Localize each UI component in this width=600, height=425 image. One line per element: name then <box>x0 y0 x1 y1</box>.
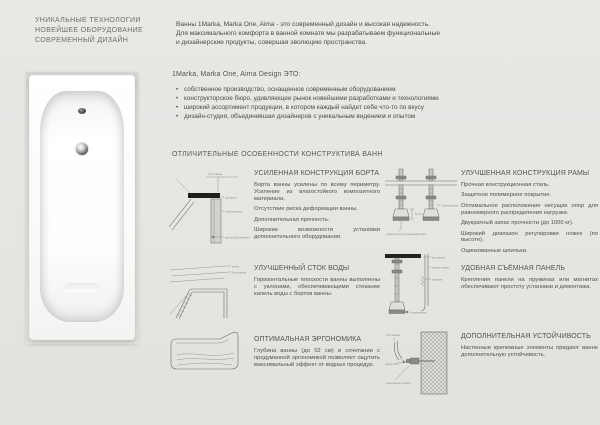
feature-text <box>461 170 598 258</box>
diagram-label: кронштейн <box>385 363 399 366</box>
diagram-label: пружина <box>432 278 443 282</box>
bathtub-photo <box>26 72 138 344</box>
feature-paragraph: Прочная конструкционная сталь. <box>461 182 550 188</box>
feature-text <box>461 265 598 294</box>
bullet-text: собственное производство, оснащенное современным оборудованием <box>184 86 396 93</box>
feature-text <box>254 336 380 372</box>
feature-paragraph: Защитное полимерное покрытие. <box>461 192 552 199</box>
feature-paragraph: Дополнительная прочность. <box>254 216 330 223</box>
water-drain-diagram <box>168 262 252 322</box>
feature-paragraph: Горизонтальные плоскости ванны выполнены с уклонами, обеспечивающими стекание капель воды с бортов ванны. <box>254 277 380 297</box>
diagram-label: диапазон регулирования ножки <box>387 233 427 236</box>
feature-text <box>254 265 380 301</box>
feature-text <box>461 333 598 362</box>
removable-panel-diagram <box>385 248 459 328</box>
ergonomics-diagram <box>168 330 244 374</box>
diagram-label: панель ванны <box>225 210 243 214</box>
feature-paragraph: Оцинкованные шпильки. <box>461 247 528 254</box>
bullet-icon: • <box>176 113 179 120</box>
bathtub-basin <box>40 91 124 322</box>
intro-line: Для максимального комфорта в ванной комнате мы разрабатываем функциональные <box>176 30 440 38</box>
feature-title: УЛУЧШЕННАЯ КОНСТРУКЦИЯ РАМЫ <box>461 170 590 177</box>
wall-mount-diagram <box>385 330 453 398</box>
diagram-label: панель ванны <box>432 266 450 270</box>
tagline-line: НОВЕЙШЕЕ ОБОРУДОВАНИЕ <box>35 27 144 34</box>
feature-water-drain <box>168 262 380 328</box>
bullet-icon: • <box>176 104 179 111</box>
bullet-text: дизайн-студия, объединившая дизайнеров с уникальным видением и опытом <box>184 113 416 120</box>
feature-ergonomics <box>168 330 380 400</box>
diagram-label: 50 мм <box>415 213 423 216</box>
feature-text <box>254 170 380 244</box>
feature-paragraph: Отсутствие риска деформации ванны. <box>254 206 358 213</box>
bathtub-rim <box>29 75 135 340</box>
list-item <box>176 103 439 112</box>
feature-removable-panel <box>385 248 598 330</box>
intro-line: Ванны 1Marka, Marka One, Aima - это современный дизайн и высокая надежность. <box>176 21 430 28</box>
bullet-icon: • <box>176 86 179 93</box>
diagram-label: ножка ванны <box>411 311 428 315</box>
feature-paragraph: Оптимальное расположение несущих опор для равномерного распределения нагрузки. <box>461 202 598 216</box>
diagram-label: борт ванны <box>386 334 401 337</box>
bathtub-seat-contour <box>64 283 100 292</box>
frame-construction-diagram <box>385 167 459 253</box>
feature-frame <box>385 167 598 259</box>
feature-paragraph: Широкие возможности установки дополнительного оборудования. <box>254 227 380 240</box>
diagram-label: крепежный элемент <box>386 382 411 385</box>
tagline-line: УНИКАЛЬНЫЕ ТЕХНОЛОГИИ <box>35 17 141 24</box>
feature-paragraph: Широкий диапазон регулировки ножек (по высоте). <box>461 230 598 244</box>
feature-paragraph: Двукратный запас прочности (до 1000 кг). <box>461 220 574 227</box>
diagram-label: ножка ванны <box>442 204 459 208</box>
diagram-label: усиление <box>225 196 237 200</box>
intro-paragraph <box>176 20 440 48</box>
bullet-text: конструкторское бюро, удивляющее рынок новейшими разработками и технологиями <box>184 95 439 102</box>
diagram-label: борт ванны <box>232 271 247 275</box>
frame-leg <box>423 169 439 221</box>
diagram-label: крепежный элемент <box>225 236 250 240</box>
feature-reinforced-rim <box>168 167 380 259</box>
feature-title: УСИЛЕННАЯ КОНСТРУКЦИЯ БОРТА <box>254 170 380 177</box>
intro-line: и дизайнерские продукты, совершая эволюцию пространства. <box>176 39 367 47</box>
feature-title: УДОБНАЯ СЪЁМНАЯ ПАНЕЛЬ <box>461 265 566 272</box>
feature-wall-stability <box>385 330 598 402</box>
feature-title: УЛУЧШЕННЫЙ СТОК ВОДЫ <box>254 265 350 272</box>
bullet-text: широкий ассортимент продукции, в котором каждый найдет себе что-то по вкусу <box>184 104 424 111</box>
list-item <box>176 85 439 94</box>
overflow-hole <box>78 108 86 114</box>
company-tagline <box>35 16 143 46</box>
brand-heading: 1Marka, Marka One, Aima Design ЭТО: <box>172 71 301 78</box>
drain-hole <box>76 143 88 155</box>
feature-title: ДОПОЛНИТЕЛЬНАЯ УСТОЙЧИВОСТЬ <box>461 333 591 340</box>
bullet-icon: • <box>176 95 179 102</box>
feature-paragraph: Настенные крепежные элементы придают ванне дополнительную устойчивость. <box>461 345 598 358</box>
feature-paragraph: Крепления панели на пружинах или магнитах обеспечивают простоту установки и демонтажа. <box>461 277 598 290</box>
diagram-label: уклон <box>232 265 240 269</box>
frame-leg <box>393 169 409 221</box>
tagline-line: СОВРЕМЕННЫЙ ДИЗАЙН <box>35 37 129 44</box>
rim-construction-diagram <box>168 167 252 257</box>
diagram-label: дно ванны <box>432 256 446 260</box>
diagram-label: борт ванны <box>208 173 223 176</box>
feature-title: ОПТИМАЛЬНАЯ ЭРГОНОМИКА <box>254 336 362 343</box>
feature-paragraph: Глубина ванны (до 52 см) в сочетании с продуманной эргономикой позволяет ощутить максимальный эффект от водных процедур. <box>254 348 380 368</box>
section-title: ОТЛИЧИТЕЛЬНЫЕ ОСОБЕННОСТИ КОНСТРУКТИВА ВАНН <box>172 151 383 158</box>
feature-paragraph: Борта ванны усилены по всему периметру. Усиление из влагостойкого композитного материала. <box>254 182 380 202</box>
list-item <box>176 112 439 121</box>
list-item <box>176 94 439 103</box>
brand-bullet-list <box>176 85 439 121</box>
